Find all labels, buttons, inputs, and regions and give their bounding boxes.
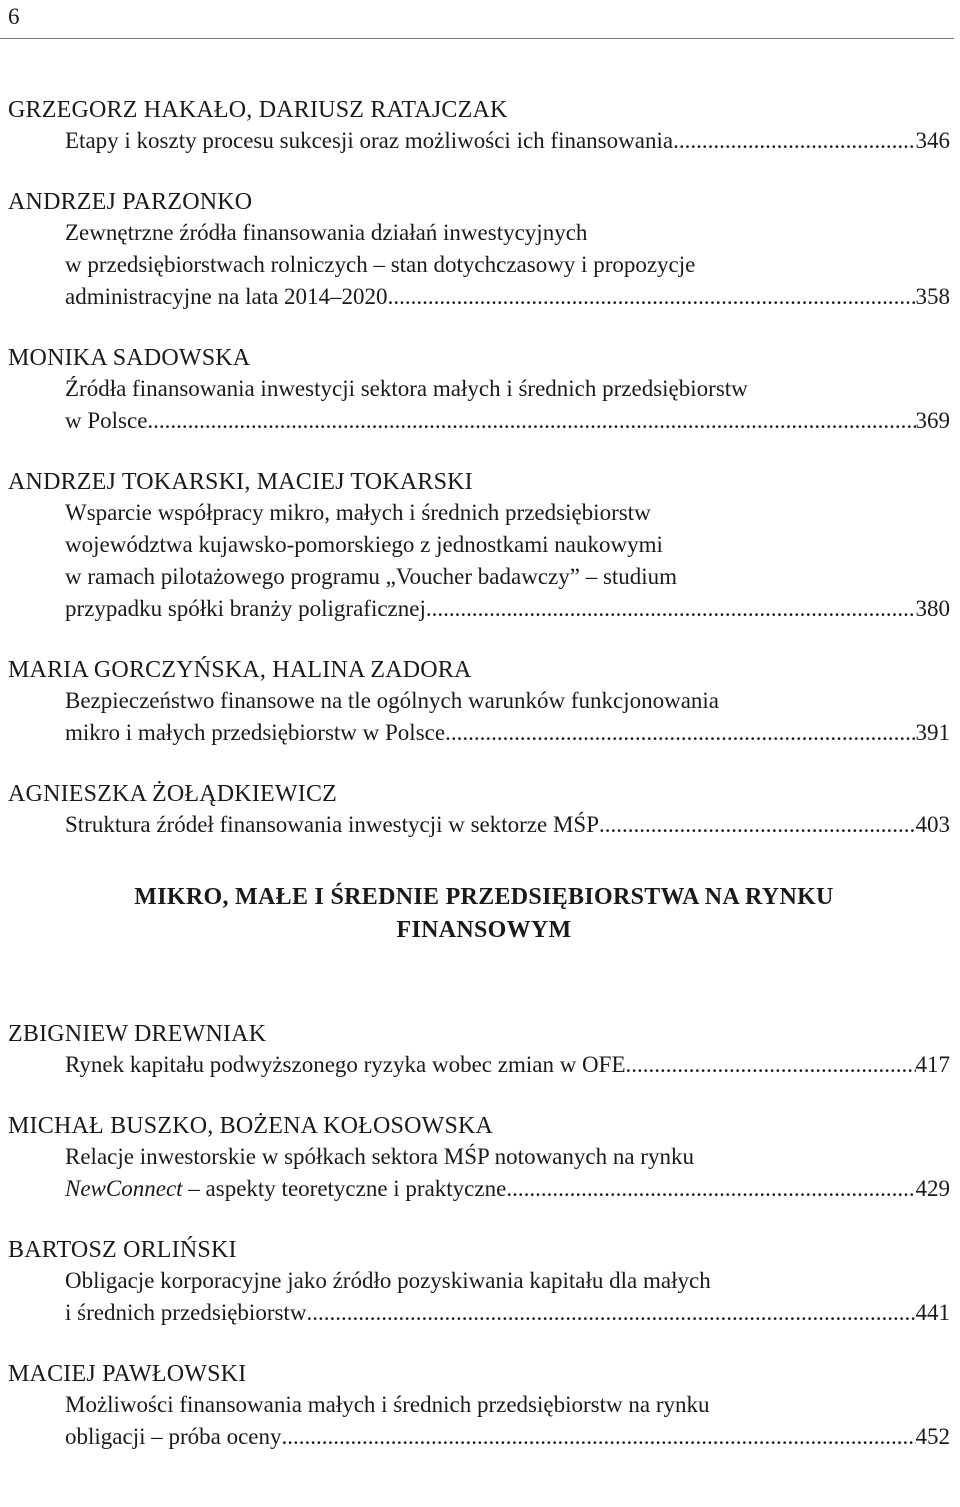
entry-authors: MARIA GORCZYŃSKA, HALINA ZADORA (8, 657, 472, 683)
entry-title (8, 125, 950, 157)
section-heading (8, 881, 950, 947)
entry-title-text: w Polsce (65, 408, 148, 433)
entry-title (8, 685, 950, 749)
entry-page-number: 403 (915, 812, 950, 837)
dot-leader (445, 717, 915, 749)
entry-page-number: 346 (915, 128, 950, 153)
entry-page-number: 452 (915, 1424, 950, 1449)
entry-title-text-rest: – aspekty teoretyczne i praktyczne (182, 1176, 507, 1201)
entry-title-last-line (65, 593, 950, 625)
toc-entry (8, 779, 950, 841)
entry-page-number: 369 (915, 408, 950, 433)
dot-leader (599, 809, 916, 841)
entry-title (8, 1141, 950, 1205)
page-number: 6 (8, 4, 20, 29)
entry-title-italic-text: NewConnect (65, 1176, 183, 1201)
entry-title (8, 1049, 950, 1081)
entry-title-line: Wsparcie współpracy mikro, małych i średnich przedsiębiorstw (65, 500, 651, 525)
toc-entry (8, 467, 950, 625)
toc-entry (8, 655, 950, 749)
entry-title-text: Etapy i koszty procesu sukcesji oraz możliwości ich finansowania (65, 128, 674, 153)
entry-title (8, 809, 950, 841)
entry-title-line: w przedsiębiorstwach rolniczych – stan dotychczasowy i propozycje (65, 252, 696, 277)
toc-entry (8, 1235, 950, 1329)
entry-title (8, 373, 950, 437)
toc-entry (8, 1359, 950, 1453)
entry-title-text: przypadku spółki branży poligraficznej (65, 596, 426, 621)
header-rule (0, 38, 954, 39)
dot-leader (282, 1421, 916, 1453)
entry-title-text: obligacji – próba oceny (65, 1424, 282, 1449)
entry-authors: BARTOSZ ORLIŃSKI (8, 1237, 237, 1263)
dot-leader (673, 125, 915, 157)
section-heading-line: MIKRO, MAŁE I ŚREDNIE PRZEDSIĘBIORSTWA NA RYNKU (134, 884, 834, 910)
dot-leader (426, 593, 916, 625)
entry-title-last-line (65, 1173, 950, 1205)
entry-page-number: 391 (915, 720, 950, 745)
entry-title-last-line (65, 281, 950, 313)
toc-entry (8, 1019, 950, 1081)
entry-title (8, 497, 950, 625)
dot-leader (506, 1173, 915, 1205)
entry-title-last-line (65, 1297, 950, 1329)
entry-authors: ZBIGNIEW DREWNIAK (8, 1021, 267, 1047)
entry-title-line: Możliwości finansowania małych i średnich przedsiębiorstw na rynku (65, 1392, 710, 1417)
dot-leader (626, 1049, 916, 1081)
entry-title-line: Bezpieczeństwo finansowe na tle ogólnych warunków funkcjonowania (65, 688, 720, 713)
entry-title-last-line (65, 717, 950, 749)
entry-title (8, 217, 950, 313)
entry-page-number: 441 (915, 1300, 950, 1325)
entry-authors: ANDRZEJ TOKARSKI, MACIEJ TOKARSKI (8, 469, 473, 495)
entry-page-number: 380 (915, 596, 950, 621)
toc-entry (8, 187, 950, 313)
entry-title (8, 1389, 950, 1453)
entry-title-line: województwa kujawsko-pomorskiego z jednostkami naukowymi (65, 532, 663, 557)
entry-title-text: administracyjne na lata 2014–2020 (65, 284, 388, 309)
dot-leader (147, 405, 915, 437)
entry-title-text: i średnich przedsiębiorstw (65, 1300, 307, 1325)
entry-title-text: Struktura źródeł finansowania inwestycji w sektorze MŚP (65, 812, 599, 837)
dot-leader (388, 281, 916, 313)
entry-authors: AGNIESZKA ŻOŁĄDKIEWICZ (8, 781, 338, 807)
toc-entry (8, 343, 950, 437)
entry-authors: MONIKA SADOWSKA (8, 345, 251, 371)
entry-title-line: Relacje inwestorskie w spółkach sektora MŚP notowanych na rynku (65, 1144, 694, 1169)
entry-authors: MACIEJ PAWŁOWSKI (8, 1361, 247, 1387)
entry-title-last-line (65, 1049, 950, 1081)
section-heading-line: FINANSOWYM (396, 917, 572, 943)
entry-title-line: w ramach pilotażowego programu „Voucher badawczy” – studium (65, 564, 678, 589)
entry-title-text: Rynek kapitału podwyższonego ryzyka wobec zmian w OFE (65, 1052, 626, 1077)
toc-entry (8, 95, 950, 157)
entry-page-number: 429 (915, 1176, 950, 1201)
entry-title-text (65, 1173, 506, 1205)
entry-title-line: Zewnętrzne źródła finansowania działań inwestycyjnych (65, 220, 588, 245)
table-of-contents (8, 95, 950, 1483)
entry-title-last-line (65, 809, 950, 841)
entry-title-text: mikro i małych przedsiębiorstw w Polsce (65, 720, 446, 745)
entry-authors: GRZEGORZ HAKAŁO, DARIUSZ RATAJCZAK (8, 97, 508, 123)
entry-authors: ANDRZEJ PARZONKO (8, 189, 253, 215)
entry-title (8, 1265, 950, 1329)
entry-title-last-line (65, 405, 950, 437)
entry-title-last-line (65, 1421, 950, 1453)
toc-entry (8, 1111, 950, 1205)
entry-title-last-line (65, 125, 950, 157)
entry-title-line: Obligacje korporacyjne jako źródło pozyskiwania kapitału dla małych (65, 1268, 711, 1293)
entry-page-number: 358 (915, 284, 950, 309)
entry-page-number: 417 (915, 1052, 950, 1077)
entry-title-line: Źródła finansowania inwestycji sektora małych i średnich przedsiębiorstw (65, 376, 748, 401)
dot-leader (306, 1297, 915, 1329)
entry-authors: MICHAŁ BUSZKO, BOŻENA KOŁOSOWSKA (8, 1113, 494, 1139)
